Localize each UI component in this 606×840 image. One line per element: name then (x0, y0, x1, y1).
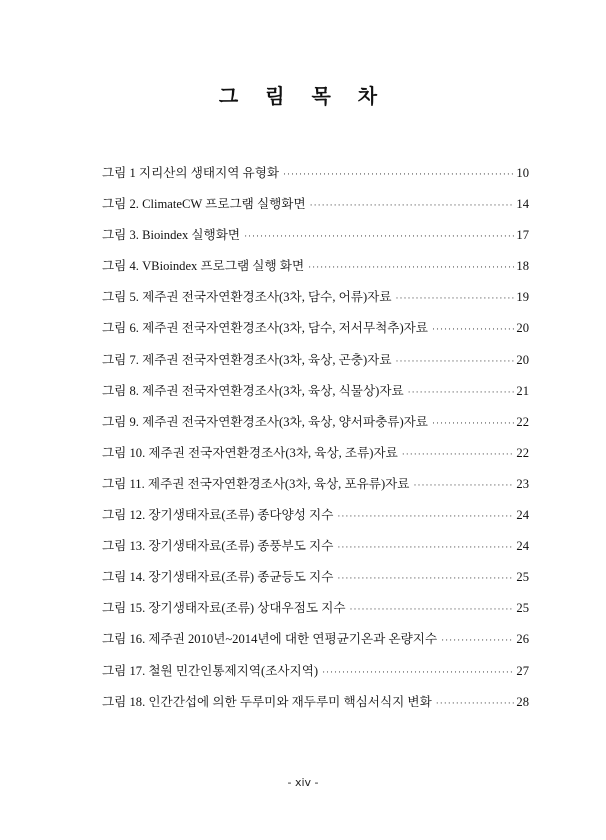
toc-entry[interactable] (102, 438, 529, 469)
dot-leader (310, 190, 515, 221)
toc-entry[interactable] (102, 345, 529, 376)
dot-leader (395, 346, 514, 377)
toc-entry-label: 그림 9. 제주권 전국자연환경조사(3차, 육상, 양서파충류)자료 (102, 414, 428, 429)
toc-entry-page: 22 (516, 414, 529, 429)
toc-entry-label: 그림 15. 장기생태자료(조류) 상대우점도 지수 (102, 601, 346, 616)
toc-entry-label: 그림 10. 제주권 전국자연환경조사(3차, 육상, 조류)자료 (102, 445, 398, 460)
toc-entry[interactable] (102, 624, 529, 655)
toc-entry[interactable] (102, 313, 529, 344)
toc-entry-page: 23 (516, 476, 529, 491)
toc-entry-page: 20 (516, 321, 529, 336)
dot-leader (283, 159, 514, 190)
table-of-figures (102, 158, 529, 718)
dot-leader (395, 283, 514, 314)
toc-entry-page: 21 (516, 383, 529, 398)
toc-entry-page: 22 (516, 445, 529, 460)
toc-entry-label: 그림 18. 인간간섭에 의한 두루미와 재두루미 핵심서식지 변화 (102, 694, 432, 709)
toc-entry-page: 17 (516, 228, 529, 243)
toc-entry-page: 25 (516, 601, 529, 616)
toc-entry-label: 그림 13. 장기생태자료(조류) 종풍부도 지수 (102, 539, 334, 554)
dot-leader (436, 688, 515, 719)
dot-leader (432, 408, 514, 439)
dot-leader (308, 252, 514, 283)
toc-entry-label: 그림 1 지리산의 생태지역 유형화 (102, 166, 280, 180)
toc-entry[interactable] (102, 376, 529, 407)
toc-entry[interactable] (102, 282, 529, 313)
toc-entry[interactable] (102, 593, 529, 624)
toc-entry-page: 18 (516, 259, 529, 274)
toc-entry-page: 19 (516, 290, 529, 305)
toc-entry-label: 그림 5. 제주권 전국자연환경조사(3차, 담수, 어류)자료 (102, 290, 392, 305)
toc-entry[interactable] (102, 531, 529, 562)
toc-entry-label: 그림 8. 제주권 전국자연환경조사(3차, 육상, 식물상)자료 (102, 383, 404, 398)
toc-entry[interactable] (102, 500, 529, 531)
toc-entry-label: 그림 6. 제주권 전국자연환경조사(3차, 담수, 저서무척추)자료 (102, 321, 428, 336)
page-title: 그 림 목 차 (218, 84, 388, 108)
toc-entry-label: 그림 7. 제주권 전국자연환경조사(3차, 육상, 곤충)자료 (102, 352, 392, 367)
toc-entry[interactable] (102, 562, 529, 593)
dot-leader (402, 439, 515, 470)
toc-entry[interactable] (102, 158, 529, 189)
toc-entry[interactable] (102, 687, 529, 718)
toc-entry-page: 28 (516, 694, 529, 709)
dot-leader (350, 594, 515, 625)
toc-entry-label: 그림 17. 철원 민간인통제지역(조사지역) (102, 663, 319, 678)
dot-leader (337, 532, 514, 563)
dot-leader (408, 377, 515, 408)
toc-entry-page: 27 (516, 663, 529, 678)
dot-leader (244, 221, 514, 252)
dot-leader (337, 563, 514, 594)
dot-leader (432, 314, 514, 345)
dot-leader (337, 501, 514, 532)
toc-entry[interactable] (102, 407, 529, 438)
toc-entry-page: 25 (516, 570, 529, 585)
dot-leader (413, 470, 514, 501)
dot-leader (441, 625, 514, 656)
toc-entry-label: 그림 14. 장기생태자료(조류) 종균등도 지수 (102, 570, 334, 585)
page-number: - xiv - (287, 776, 319, 789)
toc-entry-label: 그림 12. 장기생태자료(조류) 종다양성 지수 (102, 508, 334, 523)
toc-entry-page: 14 (516, 197, 529, 212)
toc-entry-page: 26 (516, 632, 529, 647)
toc-entry[interactable] (102, 656, 529, 687)
toc-entry-label: 그림 16. 제주권 2010년~2014년에 대한 연평균기온과 온량지수 (102, 632, 438, 647)
toc-entry-label: 그림 3. Bioindex 실행화면 (102, 228, 241, 243)
toc-entry-page: 10 (516, 166, 529, 180)
dot-leader (322, 657, 514, 688)
toc-entry[interactable] (102, 220, 529, 251)
toc-entry-page: 24 (516, 508, 529, 523)
toc-entry-label: 그림 11. 제주권 전국자연환경조사(3차, 육상, 포유류)자료 (102, 476, 410, 491)
toc-entry-label: 그림 4. VBioindex 프로그램 실행 화면 (102, 259, 305, 274)
toc-entry[interactable] (102, 189, 529, 220)
toc-entry[interactable] (102, 251, 529, 282)
toc-entry[interactable] (102, 469, 529, 500)
toc-entry-label: 그림 2. ClimateCW 프로그램 실행화면 (102, 197, 306, 212)
toc-entry-page: 24 (516, 539, 529, 554)
toc-entry-page: 20 (516, 352, 529, 367)
